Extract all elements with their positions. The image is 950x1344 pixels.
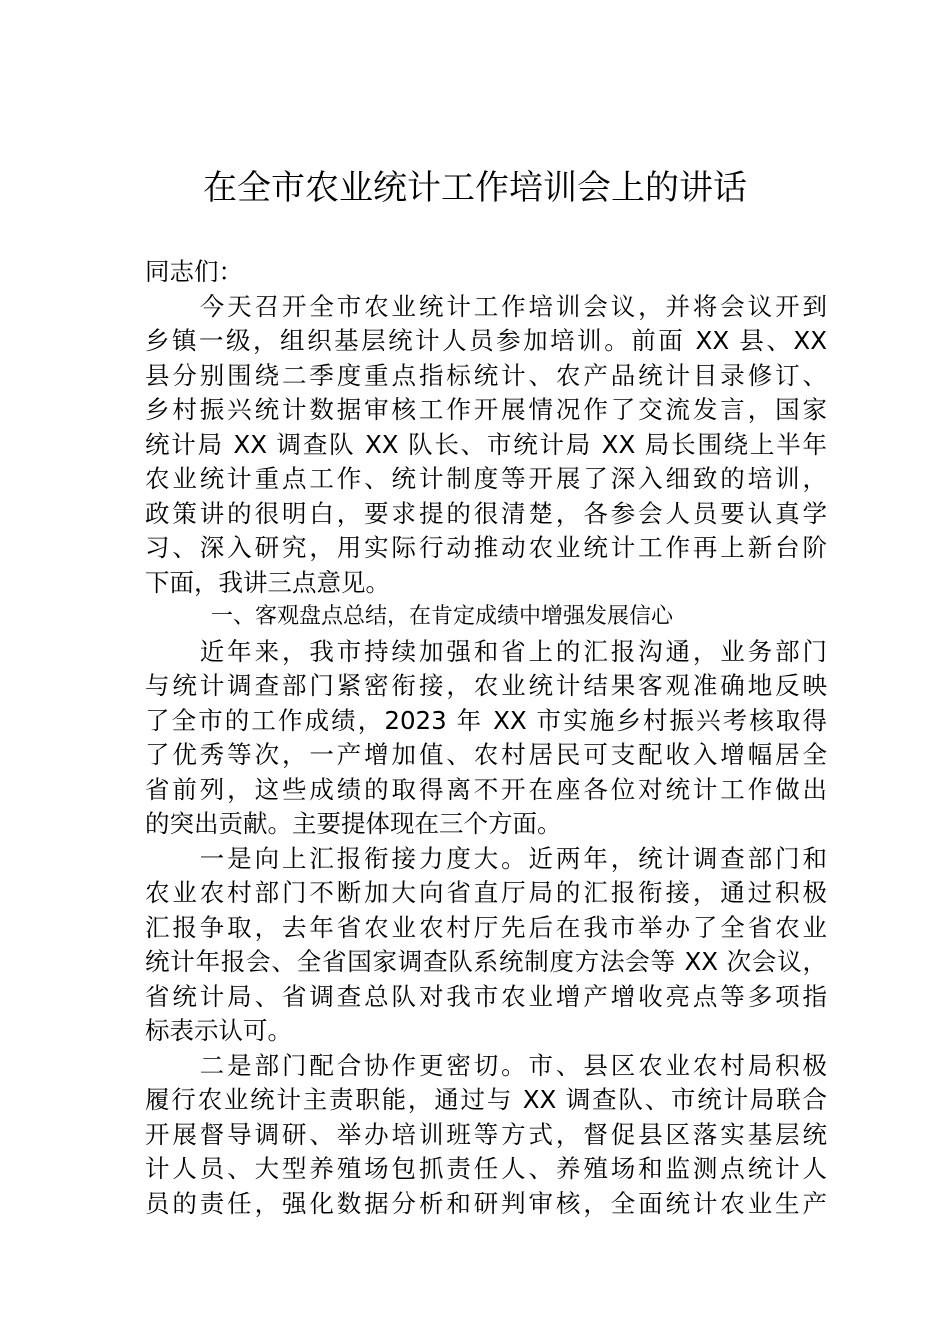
body-line: 习、深入研究，用实际行动推动农业统计工作再上新台阶 — [145, 533, 827, 562]
body-line: 一是向上汇报衔接力度大。近两年，统计调查部门和 — [145, 843, 827, 873]
body-line: 近年来，我市持续加强和省上的汇报沟通，业务部门 — [145, 636, 827, 666]
page-title: 在全市农业统计工作培训会上的讲话 — [203, 168, 747, 208]
body-line: 履行农业统计主责职能，通过与 XX 调查队、市统计局联合 — [145, 1085, 827, 1114]
body-line: 标表示认可。 — [145, 1016, 292, 1045]
body-line: 县分别围绕二季度重点指标统计、农产品统计目录修订、 — [145, 360, 827, 390]
document-body — [145, 255, 827, 1221]
body-line: 的突出贡献。主要提体现在三个方面。 — [145, 809, 562, 838]
body-line: 农业农村部门不断加大向省直厅局的汇报衔接，通过积极 — [145, 878, 827, 907]
body-line: 开展督导调研、举办培训班等方式，督促县区落实基层统 — [145, 1119, 827, 1149]
body-line: 乡镇一级，组织基层统计人员参加培训。前面 XX 县、XX — [145, 326, 827, 355]
body-line: 员的责任，强化数据分析和研判审核，全面统计农业生产 — [145, 1188, 827, 1218]
body-line: 省统计局、省调查总队对我市农业增产增收亮点等多项指 — [145, 981, 827, 1011]
body-line: 今天召开全市农业统计工作培训会议，并将会议开到 — [145, 291, 827, 321]
body-line: 汇报争取，去年省农业农村厅先后在我市举办了全省农业 — [145, 912, 827, 942]
body-line: 计人员、大型养殖场包抓责任人、养殖场和监测点统计人 — [145, 1154, 827, 1183]
body-line: 农业统计重点工作、统计制度等开展了深入细致的培训， — [145, 464, 827, 493]
body-line: 下面，我讲三点意见。 — [145, 567, 390, 597]
body-line: 统计局 XX 调查队 XX 队长、市统计局 XX 局长围绕上半年 — [145, 429, 827, 459]
section-heading: 一、客观盘点总结，在肯定成绩中增强发展信心 — [145, 604, 674, 629]
salutation: 同志们： — [145, 257, 243, 286]
body-line: 乡村振兴统计数据审核工作开展情况作了交流发言，国家 — [145, 395, 827, 424]
body-line: 二是部门配合协作更密切。市、县区农业农村局积极 — [145, 1050, 827, 1080]
body-line: 了优秀等次，一产增加值、农村居民可支配收入增幅居全 — [145, 740, 827, 769]
body-line: 统计年报会、全省国家调查队系统制度方法会等 XX 次会议， — [145, 947, 827, 976]
body-line: 与统计调查部门紧密衔接，农业统计结果客观准确地反映 — [145, 671, 827, 700]
body-line: 政策讲的很明白，要求提的很清楚，各参会人员要认真学 — [145, 498, 827, 528]
body-line: 了全市的工作成绩，2023 年 XX 市实施乡村振兴考核取得 — [145, 705, 827, 735]
body-line: 省前列，这些成绩的取得离不开在座各位对统计工作做出 — [145, 774, 827, 804]
